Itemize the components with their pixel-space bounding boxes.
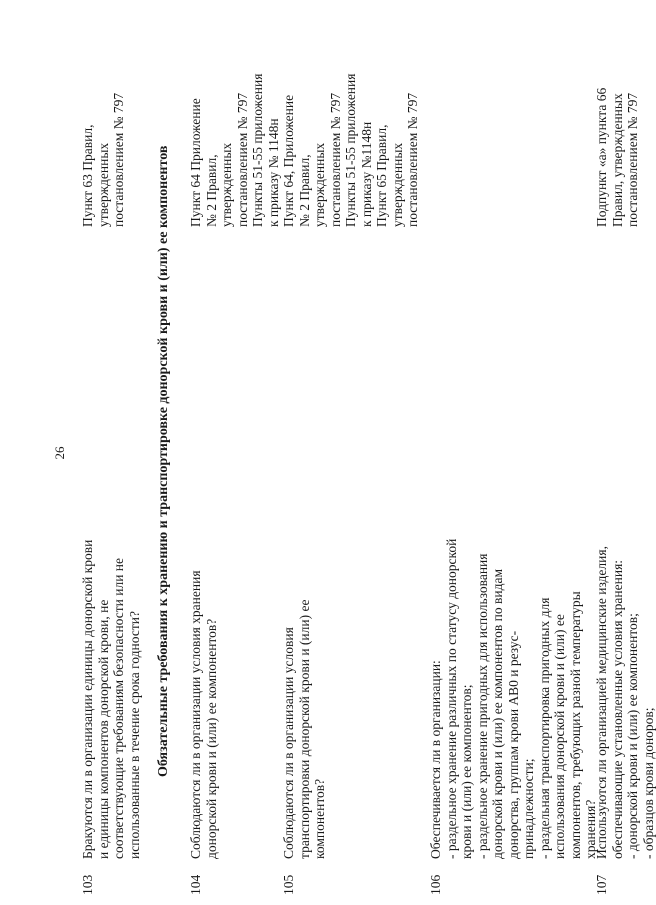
question-line: Бракуются ли в организации единицы донорской крови	[80, 539, 95, 859]
question-line: Соблюдаются ли в организации условия хранения	[188, 570, 203, 859]
question-text	[80, 529, 142, 859]
row-number: 107	[594, 874, 609, 895]
reference-line: Пункт 64 Приложение	[188, 98, 203, 227]
reference-line: Пункт 65 Правил,	[374, 124, 389, 227]
question-line: принадлежности;	[521, 758, 536, 859]
row-number: 105	[281, 874, 296, 895]
reference-line: постановлением № 797	[405, 92, 420, 227]
question-line: хранения?	[583, 799, 598, 859]
reference-line: № 2 Правил,	[296, 154, 312, 227]
question-line: донорской крови и (или) ее компонентов по видам	[490, 569, 505, 859]
reference-line: к приказу №1148н	[358, 121, 374, 227]
row-number: 103	[80, 874, 95, 895]
question-line: - раздельная транспортировка пригодных для	[536, 597, 552, 859]
question-line: крови и (или) ее компонентов;	[459, 684, 474, 859]
question-line: использованные в течение срока годности?	[126, 611, 142, 859]
reference-line: утвержденных	[95, 142, 111, 227]
reference-line: Пункты 51-55 приложения	[250, 73, 265, 227]
reference-line: постановлением № 797	[234, 92, 250, 227]
reference-line: № 2 Правил,	[203, 154, 219, 227]
reference-line: Пункты 51-55 приложения	[343, 73, 358, 227]
row-number: 106	[428, 874, 443, 895]
reference-line: Правил, утвержденных	[609, 93, 625, 227]
question-line: использования донорской крови и (или) ее	[552, 614, 567, 859]
question-text	[281, 529, 328, 859]
reference-line: утвержденных	[312, 142, 327, 227]
question-line: Обеспечивается ли в организации:	[428, 660, 443, 859]
legal-reference	[281, 37, 421, 227]
reference-line: к приказу № 1148н	[265, 118, 281, 227]
reference-line: Пункт 64, Приложение	[281, 94, 296, 227]
question-line: - раздельное хранение различных по статусу донорской	[443, 538, 459, 859]
question-text	[594, 529, 656, 859]
page-number: 26	[52, 446, 67, 460]
reference-line: постановлением № 797	[327, 92, 343, 227]
reference-line: постановлением № 797	[625, 92, 640, 227]
question-line: донорства, группам крови AB0 и резус-	[505, 630, 521, 859]
legal-reference	[188, 37, 281, 227]
legal-reference	[80, 37, 127, 227]
question-line: и единицы компонентов донорской крови, не	[95, 599, 111, 859]
question-line: - донорской крови и (или) ее компонентов;	[625, 613, 640, 859]
reference-line: утвержденных	[219, 142, 234, 227]
question-line: донорской крови и (или) ее компонентов?	[203, 618, 219, 859]
row-number: 104	[188, 874, 203, 895]
question-line: соответствующие требованиям безопасности или не	[111, 557, 126, 859]
question-line: Соблюдаются ли в организации условия	[281, 627, 296, 859]
question-text	[188, 529, 219, 859]
question-line: компонентов, требующих разной температуры	[567, 591, 583, 859]
question-line: компонентов?	[312, 778, 327, 859]
section-heading: Обязательные требования к хранению и транспортировке донорской крови и (или) ее компонентов	[156, 145, 171, 777]
question-line: транспортировки донорской крови и (или) ее	[296, 599, 312, 859]
question-line: Используются ли организацией медицинские изделия,	[594, 546, 609, 859]
question-line: - образцов крови доноров;	[640, 707, 656, 859]
legal-reference	[594, 37, 641, 227]
question-line: обеспечивающие установленные условия хранения:	[609, 559, 625, 859]
reference-line: постановлением № 797	[111, 92, 126, 227]
question-text	[428, 529, 599, 859]
question-line: - раздельное хранение пригодных для использования	[474, 553, 490, 859]
reference-line: утвержденных	[389, 142, 405, 227]
reference-line: Пункт 63 Правил,	[80, 124, 95, 227]
reference-line: Подпункт «а» пункта 66	[594, 87, 609, 227]
